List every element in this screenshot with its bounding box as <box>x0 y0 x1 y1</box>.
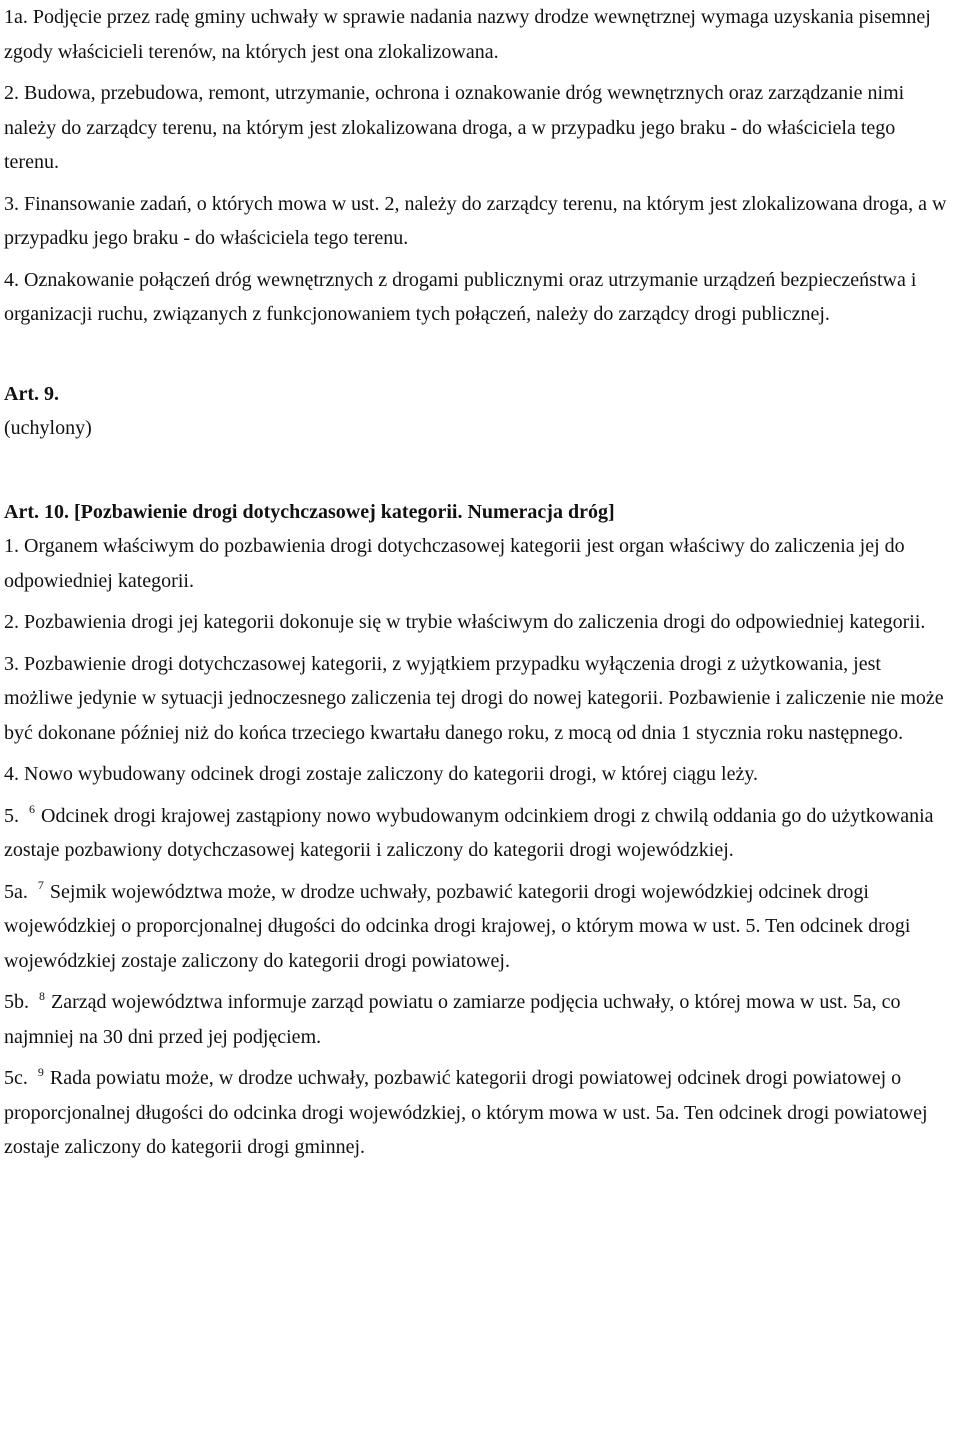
footnote-marker: 8 <box>39 988 45 1003</box>
article-9-status: (uchylony) <box>4 417 92 439</box>
paragraph-number: 5a. <box>4 880 28 903</box>
article-10-paragraph-5 <box>4 799 950 868</box>
article-10-paragraph-3: 3. Pozbawienie drogi dotychczasowej kategorii, z wyjątkiem przypadku wyłączenia drogi z użytkowania, jest możliwe jedynie w sytuacji jednoczesnego zaliczenia tej drogi do nowej kategorii. Pozbawienie i zaliczenie nie może być dokonane później niż do końca trzeciego kwartału danego roku, z mocą od dnia 1 stycznia roku następnego. <box>4 652 944 744</box>
footnote-marker: 7 <box>37 878 44 893</box>
article-10-paragraph-5b <box>4 985 950 1054</box>
paragraph-2: 2. Budowa, przebudowa, remont, utrzymanie, ochrona i oznakowanie dróg wewnętrznych oraz zarządzanie nimi należy do zarządcy terenu, na którym jest zlokalizowana droga, a w przypadku jego braku - do właściciela tego terenu. <box>4 82 905 173</box>
spacer <box>4 446 950 495</box>
article-10-paragraph-1: 1. Organem właściwym do pozbawienia drogi dotychczasowej kategorii jest organ właściwy do zaliczenia jej do odpowiedniej kategorii. <box>4 535 905 592</box>
article-10-heading: Art. 10. [Pozbawienie drogi dotychczasowej kategorii. Numeracja dróg] <box>4 500 615 523</box>
footnote-marker: 9 <box>37 1064 44 1079</box>
paragraph-number: 5. <box>4 804 19 827</box>
article-10-paragraph-5a <box>4 875 950 979</box>
spacer <box>4 332 950 377</box>
footnote-marker: 6 <box>29 802 35 817</box>
paragraph-number: 5b. <box>4 991 29 1013</box>
paragraph-text: Zarząd województwa informuje zarząd powiatu o zamiarze podjęcia uchwały, o której mowa w ust. 5a, co najmniej na 30 dni przed jej podjęciem. <box>4 991 901 1048</box>
article-10-paragraph-4: 4. Nowo wybudowany odcinek drogi zostaje zaliczony do kategorii drogi, w której ciągu leży. <box>4 763 759 785</box>
paragraph-3: 3. Finansowanie zadań, o których mowa w ust. 2, należy do zarządcy terenu, na którym jest zlokalizowana droga, a w przypadku jego braku - do właściciela tego terenu. <box>4 192 947 249</box>
paragraph-text: Odcinek drogi krajowej zastąpiony nowo wybudowanym odcinkiem drogi z chwilą oddania go do użytkowania zostaje pozbawiony dotychczasowej kategorii i zaliczony do kategorii drogi wojewódzkiej. <box>4 804 934 861</box>
paragraph-1a: 1a. Podjęcie przez radę gminy uchwały w sprawie nadania nazwy drodze wewnętrznej wymaga uzyskania pisemnej zgody właścicieli terenów, na których jest ona zlokalizowana. <box>4 6 931 63</box>
paragraph-text: Sejmik województwa może, w drodze uchwały, pozbawić kategorii drogi wojewódzkiej odcinek drogi wojewódzkiej o proporcjonalnej długości do odcinka drogi krajowej, o którym mowa w ust. 5. Ten odcinek drogi wojewódzkiej zostaje zaliczony do kategorii drogi powiatowej. <box>4 880 911 972</box>
paragraph-4: 4. Oznakowanie połączeń dróg wewnętrznych z drogami publicznymi oraz utrzymanie urządzeń bezpieczeństwa i organizacji ruchu, związanych z funkcjonowaniem tych połączeń, należy do zarządcy drogi publicznej. <box>4 268 917 325</box>
article-9-heading: Art. 9. <box>4 382 59 405</box>
paragraph-text: Rada powiatu może, w drodze uchwały, pozbawić kategorii drogi powiatowej odcinek drogi powiatowej o proporcjonalnej długości do odcinka drogi wojewódzkiej, o którym mowa w ust. 5a. Ten odcinek drogi powiatowej zostaje zaliczony do kategorii drogi gminnej. <box>4 1067 928 1158</box>
article-10-paragraph-2: 2. Pozbawienia drogi jej kategorii dokonuje się w trybie właściwym do zaliczenia drogi do odpowiedniej kategorii. <box>4 611 926 633</box>
paragraph-number: 5c. <box>4 1067 28 1089</box>
article-10-paragraph-5c <box>4 1061 950 1165</box>
